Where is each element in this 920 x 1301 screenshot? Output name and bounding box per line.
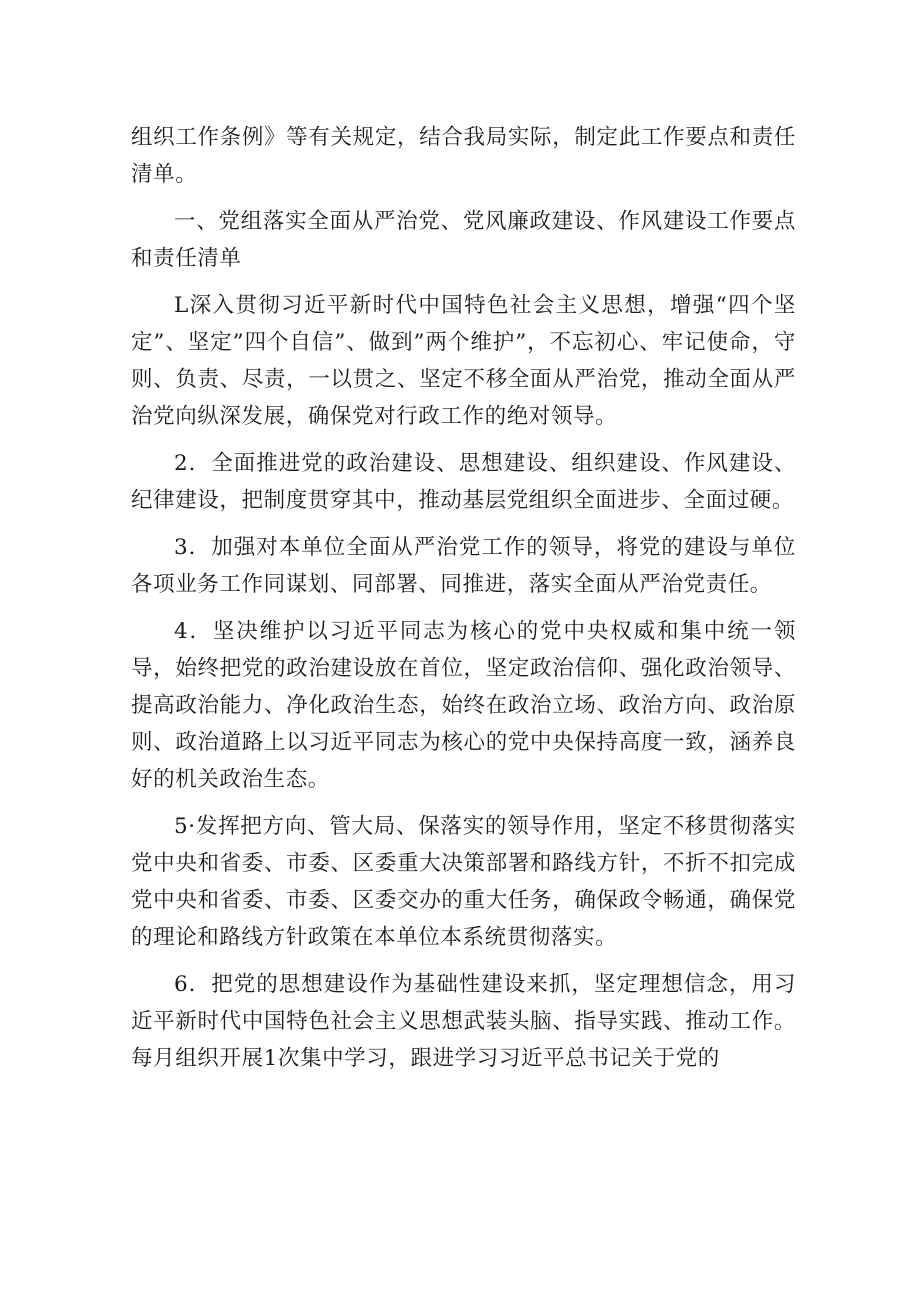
document-body <box>131 119 796 1077</box>
paragraph-continuation: 组织工作条例》等有关规定，结合我局实际，制定此工作要点和责任清单。 <box>131 125 796 187</box>
section-heading-1: 一、党组落实全面从严治党、党风廉政建设、作风建设工作要点和责任清单 <box>131 209 796 271</box>
paragraph-item-1: L深入贯彻习近平新时代中国特色社会主义思想，增强“四个坚定”、坚定”四个自信”、做到”两个维护”，不忘初心、牢记使命，守则、负责、尽责，一以贯之、坚定不移全面从严治党，推动全面从严治党向纵深发展，确保党对行政工作的绝对领导。 <box>131 293 796 429</box>
paragraph-item-5: 5·发挥把方向、管大局、保落实的领导作用，坚定不移贯彻落实党中央和省委、市委、区委重大决策部署和路线方针，不折不扣完成党中央和省委、市委、区委交办的重大任务，确保政令畅通，确保党的理论和路线方针政策在本单位本系统贯彻落实。 <box>131 814 796 950</box>
paragraph-item-6: 6．把党的思想建设作为基础性建设来抓，坚定理想信念，用习近平新时代中国特色社会主义思想武装头脑、指导实践、推动工作。每月组织开展1次集中学习，跟进学习习近平总书记关于党的 <box>131 972 796 1071</box>
paragraph-item-4: 4．坚决维护以习近平同志为核心的党中央权威和集中统一领导，始终把党的政治建设放在首位，坚定政治信仰、强化政治领导、提高政治能力、净化政治生态，始终在政治立场、政治方向、政治原则、政治道路上以习近平同志为核心的党中央保持高度一致，涵养良好的机关政治生态。 <box>131 619 796 792</box>
paragraph-item-3: 3．加强对本单位全面从严治党工作的领导，将党的建设与单位各项业务工作同谋划、同部署、同推进，落实全面从严治党责任。 <box>131 535 796 597</box>
paragraph-item-2: 2．全面推进党的政治建设、思想建设、组织建设、作风建设、纪律建设，把制度贯穿其中，推动基层党组织全面进步、全面过硬。 <box>131 451 796 513</box>
